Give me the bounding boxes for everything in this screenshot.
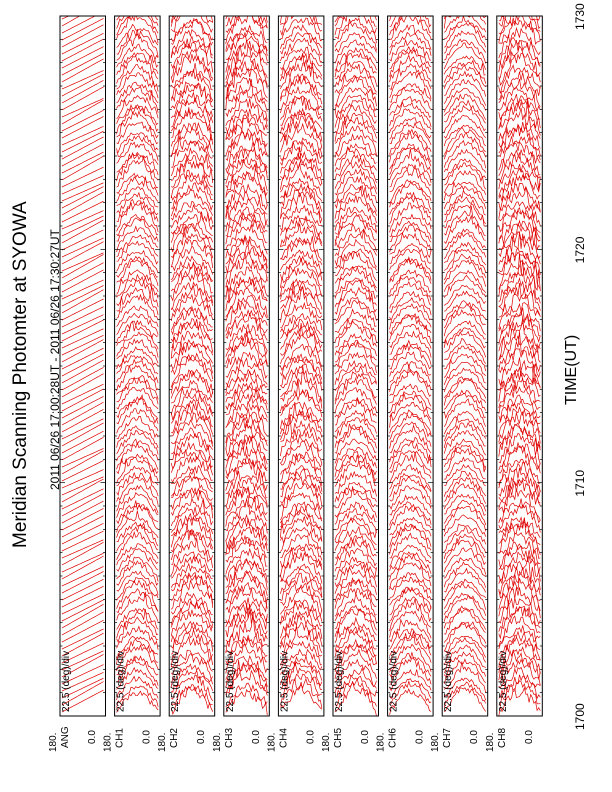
scan-trace <box>62 449 104 468</box>
scan-trace <box>444 457 486 479</box>
scan-trace <box>171 256 213 281</box>
ymin-label: 0.0 <box>469 730 481 744</box>
scan-trace <box>335 186 377 219</box>
scan-trace <box>62 87 104 110</box>
ymin-label: 0.0 <box>250 730 262 744</box>
ymin-label: 0.0 <box>305 730 317 744</box>
scan-trace <box>280 544 322 567</box>
ymin-label: 0.0 <box>360 730 371 744</box>
scale-label: 22.5 (deg)/div <box>443 650 455 712</box>
channel-label: CH2 <box>169 727 181 748</box>
scan-trace <box>226 518 267 547</box>
scan-trace <box>499 2 541 28</box>
scan-trace <box>171 529 213 552</box>
scan-trace <box>335 113 377 142</box>
scan-trace <box>117 561 159 585</box>
scan-trace <box>226 572 267 603</box>
scan-trace <box>226 109 267 132</box>
scan-trace <box>444 622 486 643</box>
scan-trace <box>280 189 322 218</box>
scan-trace <box>62 367 104 390</box>
scan-trace <box>226 295 267 321</box>
scan-trace <box>62 604 104 628</box>
x-tick-label: 1700 <box>573 703 587 730</box>
ymin-label: 0.0 <box>141 730 153 744</box>
scan-trace <box>117 416 159 438</box>
scan-trace <box>499 600 541 632</box>
scan-trace <box>444 609 486 634</box>
scan-trace <box>171 394 213 420</box>
scan-trace <box>62 494 104 516</box>
scan-trace <box>117 136 159 161</box>
scan-trace <box>171 466 213 489</box>
ymin-label: 0.0 <box>414 730 426 744</box>
scan-trace <box>117 122 159 144</box>
ymax-label: 180. <box>375 732 387 752</box>
scan-trace <box>171 156 213 184</box>
scan-trace <box>117 5 159 29</box>
scan-trace <box>390 47 432 69</box>
scale-label: 22.5 (deg)/div <box>497 650 509 712</box>
scan-trace <box>444 477 486 503</box>
scan-trace <box>171 0 213 23</box>
scan-trace <box>444 72 486 97</box>
scan-trace <box>390 426 432 454</box>
panel-ch7 <box>430 0 488 752</box>
scan-trace <box>499 518 541 538</box>
scan-trace <box>444 133 486 159</box>
panel-ch1 <box>103 0 161 752</box>
scan-trace <box>390 599 432 631</box>
scan-trace <box>226 45 267 80</box>
scan-trace <box>171 381 213 403</box>
scan-trace <box>171 490 213 518</box>
scan-trace <box>62 126 104 145</box>
channel-label: ANG <box>60 726 71 748</box>
scan-trace <box>390 465 432 492</box>
scan-trace <box>335 455 377 482</box>
scan-trace <box>280 25 322 49</box>
channel-label: CH8 <box>496 727 508 748</box>
scan-trace <box>62 360 104 383</box>
scan-trace <box>171 552 213 575</box>
ymax-label: 180. <box>321 732 332 752</box>
scan-trace <box>62 74 104 96</box>
scan-trace <box>117 571 159 595</box>
scan-trace <box>280 507 322 530</box>
scan-trace <box>62 137 104 159</box>
scan-trace <box>390 314 432 334</box>
scale-label: 22.5 (deg)/div <box>334 650 345 712</box>
ymax-label: 180. <box>430 732 442 752</box>
scan-trace <box>280 612 322 639</box>
scan-trace <box>390 148 432 175</box>
scan-trace <box>280 391 322 417</box>
scale-label: 22.5 (deg)/div <box>388 650 400 712</box>
scan-trace <box>117 466 159 486</box>
scan-trace <box>62 176 104 195</box>
ymin-label: 0.0 <box>196 730 208 744</box>
scan-trace <box>171 9 213 32</box>
scan-trace <box>335 266 377 288</box>
scan-trace <box>444 418 486 441</box>
scan-trace <box>226 559 267 590</box>
scan-trace <box>335 288 377 314</box>
scan-trace <box>62 542 104 565</box>
panel-ch4 <box>266 0 324 752</box>
scan-trace <box>171 354 213 380</box>
scan-trace <box>117 218 159 242</box>
scan-trace <box>117 321 159 343</box>
scan-trace <box>335 8 377 36</box>
scan-trace <box>226 185 267 210</box>
scan-trace <box>444 596 486 622</box>
panel-traces <box>390 0 432 715</box>
scan-trace <box>444 439 486 460</box>
scan-trace <box>62 238 104 257</box>
scan-trace <box>62 71 104 90</box>
scan-trace <box>499 79 541 107</box>
scan-trace <box>390 476 432 504</box>
panel-frame <box>442 16 488 716</box>
panel-traces <box>444 0 486 712</box>
scan-trace <box>335 372 377 401</box>
scan-trace <box>62 354 104 376</box>
scan-trace <box>171 141 213 167</box>
scan-trace <box>390 597 432 622</box>
scan-trace <box>390 495 432 516</box>
panel-ch8 <box>485 0 543 752</box>
scan-trace <box>280 110 322 142</box>
scan-trace <box>226 79 267 112</box>
scan-trace <box>335 33 377 53</box>
scan-trace <box>62 540 104 558</box>
x-tick-label: 1710 <box>573 469 587 497</box>
scan-trace <box>171 342 213 374</box>
channel-label: CH1 <box>114 727 126 748</box>
scan-trace <box>390 118 432 140</box>
scan-trace <box>335 340 377 362</box>
scan-trace <box>335 424 377 449</box>
scan-trace <box>335 482 377 502</box>
panel-traces <box>62 1 104 713</box>
scale-label: 22.5 (deg)/div <box>61 650 72 712</box>
scan-trace <box>117 503 159 523</box>
x-tick-label: 1730 <box>573 3 587 30</box>
scan-trace <box>444 254 486 280</box>
scan-trace <box>280 76 322 104</box>
scan-trace <box>499 425 541 457</box>
scan-trace <box>444 310 486 336</box>
scan-trace <box>390 102 432 127</box>
scan-trace <box>171 575 213 603</box>
panel-ch2 <box>157 0 215 752</box>
channel-label: CH5 <box>333 727 344 748</box>
ymax-label: 180. <box>102 732 114 752</box>
scan-trace <box>335 516 377 541</box>
panel-frame <box>497 16 543 716</box>
scan-trace <box>499 544 541 572</box>
ymin-label: 0.0 <box>87 730 98 744</box>
scan-trace <box>390 555 432 581</box>
scan-trace <box>390 524 432 547</box>
scan-trace <box>390 33 432 56</box>
scan-trace <box>62 156 104 180</box>
scan-trace <box>499 587 541 618</box>
panels-layer <box>48 0 542 752</box>
scan-trace <box>117 56 159 83</box>
scan-trace <box>117 549 159 571</box>
channel-label: CH4 <box>278 727 290 748</box>
scan-trace <box>62 253 104 271</box>
ymin-label: 0.0 <box>523 730 535 744</box>
scan-trace <box>226 459 267 481</box>
scan-trace <box>335 280 377 307</box>
scan-trace <box>117 153 159 181</box>
scan-trace <box>390 391 432 413</box>
scan-trace <box>117 493 159 518</box>
scan-trace <box>390 97 432 118</box>
scan-trace <box>62 183 104 201</box>
scan-trace <box>390 88 432 109</box>
scan-trace <box>62 131 104 152</box>
scale-label: 22.5 (deg)/div <box>115 650 127 712</box>
scan-trace <box>62 53 104 75</box>
scan-trace <box>444 431 486 456</box>
scan-trace <box>444 163 486 189</box>
panel-traces <box>171 0 213 714</box>
scan-trace <box>444 301 486 322</box>
scan-trace <box>62 470 104 488</box>
scan-trace <box>335 229 377 256</box>
scan-trace <box>335 88 377 111</box>
panel-traces <box>280 0 322 709</box>
scan-trace <box>390 165 432 195</box>
ymax-label: 180. <box>266 732 278 752</box>
scan-trace <box>62 374 104 397</box>
panel-traces <box>499 0 541 716</box>
scan-trace <box>499 385 541 414</box>
panel-ch3 <box>212 0 269 752</box>
scan-trace <box>444 500 486 525</box>
scan-trace <box>62 556 104 579</box>
scan-trace <box>62 600 104 621</box>
channel-label: CH3 <box>223 727 235 748</box>
panel-ch5 <box>321 0 379 752</box>
ymax-label: 180. <box>484 732 496 752</box>
scan-trace <box>390 276 432 301</box>
scan-trace <box>62 117 104 139</box>
channel-label: CH6 <box>387 727 399 748</box>
scale-label: 22.5 (deg)/div <box>279 650 291 712</box>
scan-trace <box>444 445 486 469</box>
scan-trace <box>171 82 213 102</box>
scan-trace <box>335 95 377 118</box>
scale-label: 22.5 (deg)/div <box>224 650 236 712</box>
x-axis-label: TIME(UT) <box>563 334 580 405</box>
scan-trace <box>117 457 159 483</box>
scan-trace <box>62 477 104 495</box>
scan-trace <box>390 577 432 599</box>
panel-traces <box>226 0 267 715</box>
scan-trace <box>499 248 541 277</box>
scan-trace <box>390 451 432 473</box>
scan-trace <box>62 187 104 209</box>
scan-trace <box>117 173 159 195</box>
scan-trace <box>117 177 159 202</box>
scan-trace <box>280 528 322 555</box>
scan-trace <box>444 377 486 399</box>
scan-trace <box>444 150 486 173</box>
panel-traces <box>117 0 159 712</box>
scan-trace <box>280 441 322 467</box>
time-range-label: 2011 06/26 17:00:28UT - 2011 06/26 17:30:27UT <box>48 229 62 490</box>
scan-trace <box>62 384 104 404</box>
scan-trace <box>499 401 541 424</box>
scan-trace <box>390 502 432 526</box>
scan-trace <box>117 96 159 119</box>
channel-label: CH7 <box>442 727 454 748</box>
chart-title: Meridian Scanning Photomter at SYOWA <box>10 201 31 548</box>
scan-trace <box>117 200 159 222</box>
panel-traces <box>335 0 377 716</box>
ymax-label: 180. <box>48 732 59 752</box>
scan-trace <box>62 242 104 264</box>
scan-trace <box>62 320 104 341</box>
scan-trace <box>335 267 377 293</box>
scan-trace <box>390 394 432 419</box>
scan-trace <box>444 569 486 593</box>
scan-trace <box>499 357 541 387</box>
scan-trace <box>62 437 104 460</box>
scan-trace <box>499 567 541 596</box>
scale-label: 22.5 (deg)/div <box>170 650 182 712</box>
scan-trace <box>62 98 104 117</box>
scan-trace <box>444 260 486 286</box>
scan-trace <box>62 80 104 103</box>
x-tick-label: 1720 <box>573 236 587 264</box>
scan-trace <box>444 423 486 448</box>
scan-trace <box>171 92 213 118</box>
ymax-label: 180. <box>211 732 223 752</box>
scan-trace <box>444 534 486 559</box>
scan-trace <box>117 152 159 175</box>
scan-trace <box>117 627 159 650</box>
scan-trace <box>390 72 432 99</box>
scan-trace <box>62 59 104 82</box>
scan-trace <box>171 246 213 275</box>
scan-trace <box>444 379 486 405</box>
scan-trace <box>499 6 541 34</box>
panel-ch6 <box>376 0 434 752</box>
ymax-label: 180. <box>157 732 169 752</box>
scan-trace <box>444 465 486 486</box>
